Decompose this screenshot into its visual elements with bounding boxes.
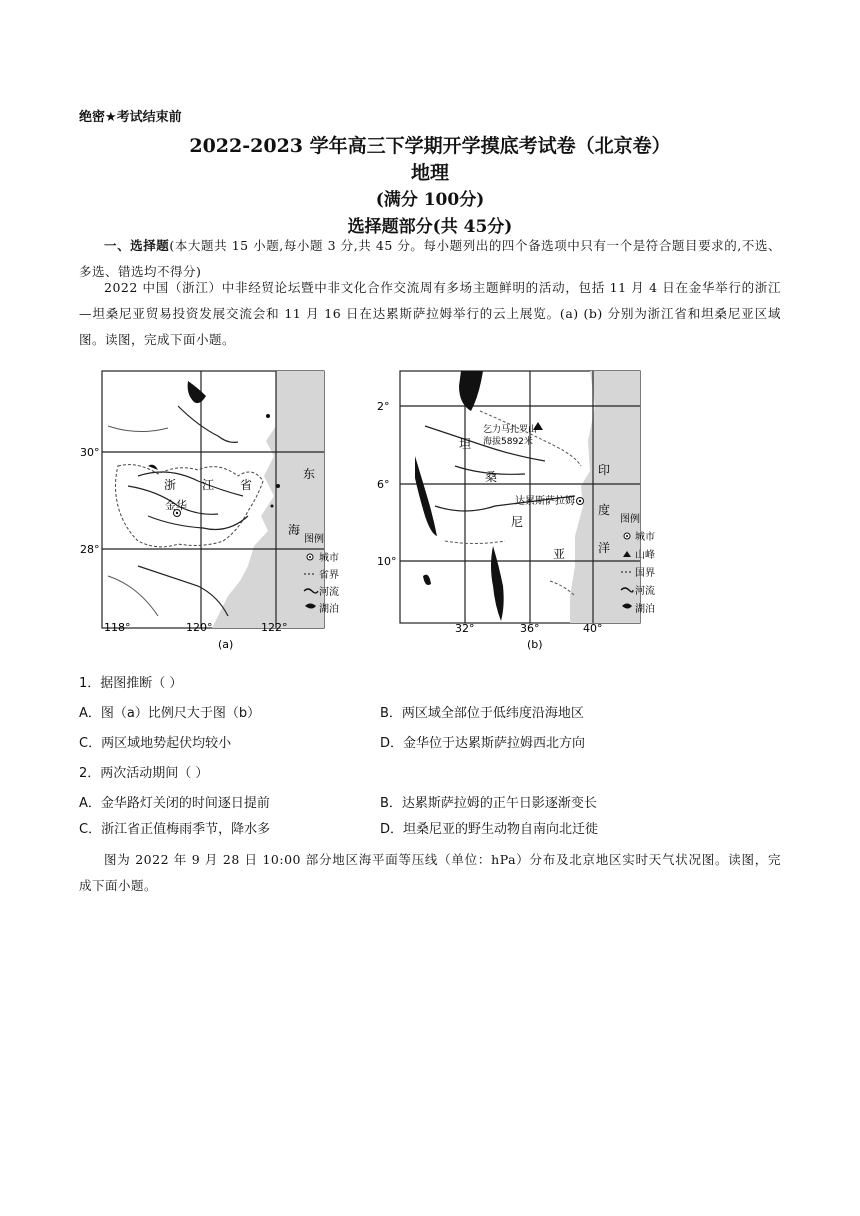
- q2-option-c[interactable]: C．浙江省正值梅雨季节，降水多: [79, 822, 271, 837]
- legend-title: 图例: [620, 514, 640, 525]
- sea-label: 海: [288, 523, 301, 537]
- question-1-stem: 1．据图推断（ ）: [79, 676, 183, 691]
- lon-label: 40°: [583, 622, 603, 635]
- instructions-text: (本大题共 15 小题,每小题 3 分,共 45 分。每小题列出的四个备选项中只有一个是符合题目要求的,不选、多选、错选均不得分): [79, 238, 781, 279]
- exam-title: 2022-2023 学年高三下学期开学摸底考试卷（北京卷）: [189, 135, 671, 157]
- map-b-tanzania: [375, 366, 675, 654]
- section-title: 选择题部分(共 45分): [347, 217, 513, 237]
- place-label: 江: [202, 478, 215, 492]
- ocean-char: 印: [598, 463, 611, 477]
- peak-elevation: 海拔5892米: [483, 437, 533, 447]
- q1-option-a[interactable]: A．图（a）比例尺大于图（b）: [79, 706, 261, 721]
- legend-item: 省界: [319, 570, 339, 581]
- legend-item: 城市: [635, 532, 655, 543]
- full-score: (满分 100分): [375, 190, 485, 210]
- country-char: 尼: [511, 515, 524, 529]
- lon-label: 120°: [186, 621, 213, 634]
- confidential-mark: 绝密★考试结束前: [79, 110, 182, 125]
- legend-item: 城市: [319, 553, 339, 564]
- legend-item: 国界: [635, 568, 655, 579]
- map-a-caption: (a): [218, 638, 234, 651]
- country-char: 亚: [553, 547, 566, 561]
- instructions-heading: 一、选择题: [104, 238, 170, 253]
- q1-option-b[interactable]: B．两区域全部位于低纬度沿海地区: [380, 706, 584, 721]
- q2-option-d[interactable]: D．坦桑尼亚的野生动物自南向北迁徙: [380, 822, 599, 837]
- q2-option-b[interactable]: B．达累斯萨拉姆的正午日影逐渐变长: [380, 796, 597, 811]
- q1-option-d[interactable]: D．金华位于达累斯萨拉姆西北方向: [380, 736, 586, 751]
- lat-label: 28°: [80, 543, 100, 556]
- city-label-jinhua: 金华: [165, 499, 187, 512]
- legend-item: 山峰: [635, 550, 655, 561]
- city-label-dar-es-salaam: 达累斯萨拉姆: [515, 496, 575, 507]
- country-char: 坦: [459, 437, 472, 451]
- ocean-char: 洋: [598, 541, 611, 555]
- ocean-char: 度: [598, 503, 611, 517]
- country-char: 桑: [485, 470, 498, 484]
- legend-item: 湖泊: [319, 604, 339, 615]
- lat-label: 10°: [377, 555, 397, 568]
- map-b-caption: (b): [527, 638, 543, 651]
- q2-option-a[interactable]: A．金华路灯关闭的时间逐日提前: [79, 796, 270, 811]
- question-2-stem: 2．两次活动期间（ ）: [79, 766, 209, 781]
- sea-label: 东: [303, 467, 316, 481]
- lat-label: 2°: [377, 400, 390, 413]
- place-label: 浙: [164, 478, 177, 492]
- legend-item: 河流: [319, 587, 339, 598]
- lat-label: 6°: [377, 478, 390, 491]
- peak-label: 乞力马扎罗山: [483, 425, 538, 435]
- map-a-zhejiang: [78, 366, 348, 654]
- place-label: 省: [240, 478, 253, 492]
- legend-item: 湖泊: [635, 604, 655, 615]
- q1-option-c[interactable]: C．两区域地势起伏均较小: [79, 736, 232, 751]
- lon-label: 32°: [455, 622, 475, 635]
- lat-label: 30°: [80, 446, 100, 459]
- passage-1: 2022 中国（浙江）中非经贸论坛暨中非文化合作交流周有多场主题鲜明的活动，包括 11 月 4 日在金华举行的浙江—坦桑尼亚贸易投资发展交流会和 11 月 16 日在达累斯萨拉姆举行的云上展览。(a) (b) 分别为浙江省和坦桑尼亚区域图。读图，完成下面小题。: [79, 280, 781, 347]
- lon-label: 118°: [104, 621, 131, 634]
- lon-label: 122°: [261, 621, 288, 634]
- legend-title: 图例: [304, 534, 324, 545]
- legend-item: 河流: [635, 586, 655, 597]
- lon-label: 36°: [520, 622, 540, 635]
- passage-2: 图为 2022 年 9 月 28 日 10:00 部分地区海平面等压线（单位：hPa）分布及北京地区实时天气状况图。读图，完成下面小题。: [79, 852, 781, 893]
- subject-title: 地理: [410, 162, 449, 184]
